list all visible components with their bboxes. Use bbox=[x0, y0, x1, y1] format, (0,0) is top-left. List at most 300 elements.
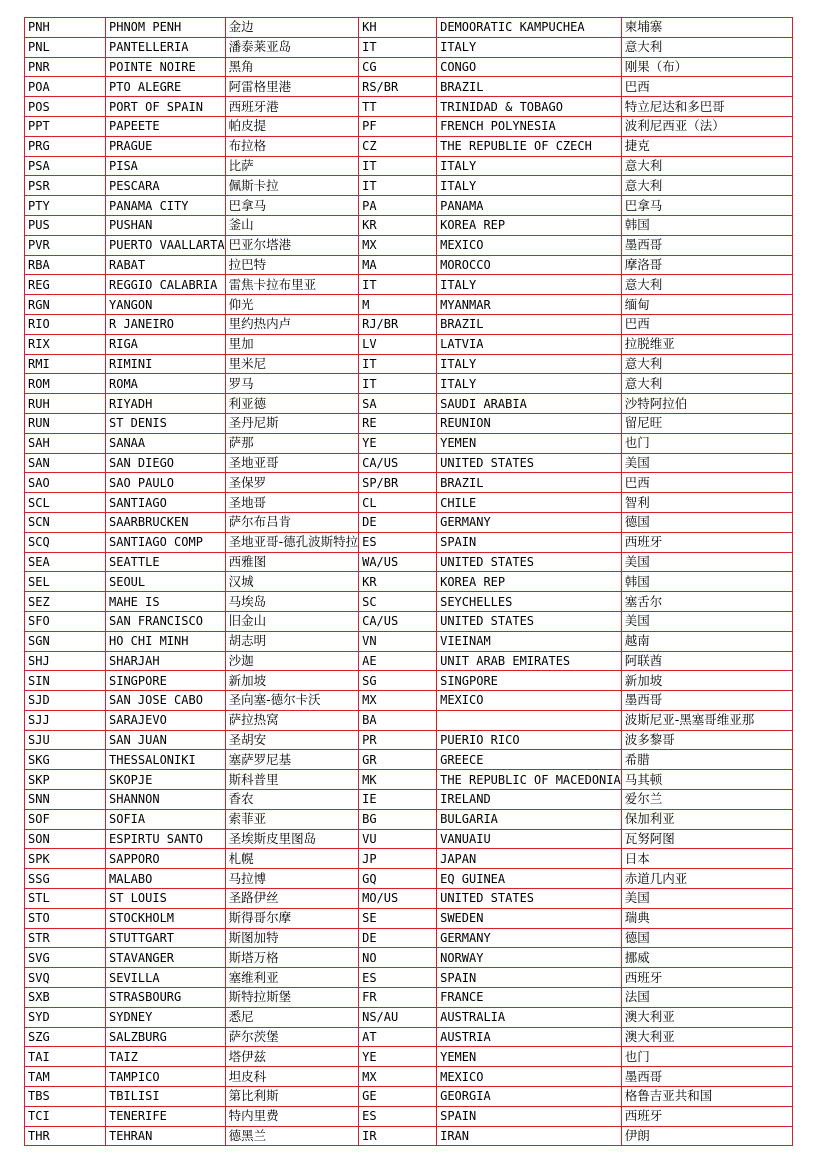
country-name-cell: VANUAIU bbox=[437, 829, 622, 849]
city-name-cell: TAMPICO bbox=[106, 1067, 226, 1087]
country-name-cn-cell: 法国 bbox=[621, 988, 792, 1008]
region-code-cell: IT bbox=[359, 176, 437, 196]
country-name-cell: THE REPUBLIC OF MACEDONIA bbox=[437, 770, 622, 790]
city-name-cell: ST LOUIS bbox=[106, 889, 226, 909]
city-name-cell: RIGA bbox=[106, 334, 226, 354]
country-name-cell: UNITED STATES bbox=[437, 889, 622, 909]
airport-code-cell: SVQ bbox=[25, 968, 106, 988]
region-code-cell: GE bbox=[359, 1087, 437, 1107]
city-name-cell: STRASBOURG bbox=[106, 988, 226, 1008]
airport-code-cell: SNN bbox=[25, 790, 106, 810]
table-body bbox=[25, 18, 793, 1146]
country-name-cell: MEXICO bbox=[437, 691, 622, 711]
country-name-cn-cell: 挪威 bbox=[621, 948, 792, 968]
airport-code-cell: SJU bbox=[25, 730, 106, 750]
table-row bbox=[25, 691, 793, 711]
city-name-cell: PANTELLERIA bbox=[106, 37, 226, 57]
region-code-cell: RJ/BR bbox=[359, 314, 437, 334]
city-name-cn-cell: 罗马 bbox=[225, 374, 359, 394]
airport-code-cell: STL bbox=[25, 889, 106, 909]
table-row bbox=[25, 18, 793, 38]
country-name-cell: GERMANY bbox=[437, 928, 622, 948]
airport-code-cell: SSG bbox=[25, 869, 106, 889]
city-name-cell: SEATTLE bbox=[106, 552, 226, 572]
country-name-cn-cell: 西班牙 bbox=[621, 532, 792, 552]
city-name-cn-cell: 汉城 bbox=[225, 572, 359, 592]
region-code-cell: MK bbox=[359, 770, 437, 790]
table-row bbox=[25, 869, 793, 889]
region-code-cell: BG bbox=[359, 809, 437, 829]
city-name-cell: STAVANGER bbox=[106, 948, 226, 968]
city-name-cell: PAPEETE bbox=[106, 116, 226, 136]
region-code-cell: SA bbox=[359, 394, 437, 414]
airport-code-cell: PNH bbox=[25, 18, 106, 38]
city-name-cell: TEHRAN bbox=[106, 1126, 226, 1146]
city-name-cn-cell: 里加 bbox=[225, 334, 359, 354]
table-row bbox=[25, 255, 793, 275]
country-name-cn-cell: 刚果（布） bbox=[621, 57, 792, 77]
country-name-cell: GEORGIA bbox=[437, 1087, 622, 1107]
region-code-cell: IE bbox=[359, 790, 437, 810]
table-row bbox=[25, 473, 793, 493]
city-name-cn-cell: 里米尼 bbox=[225, 354, 359, 374]
country-name-cn-cell: 意大利 bbox=[621, 275, 792, 295]
country-name-cell: SWEDEN bbox=[437, 908, 622, 928]
airport-code-cell: SEL bbox=[25, 572, 106, 592]
city-name-cn-cell: 圣丹尼斯 bbox=[225, 413, 359, 433]
city-name-cell: SANAA bbox=[106, 433, 226, 453]
airport-code-cell: SCL bbox=[25, 493, 106, 513]
country-name-cell: VIEINAM bbox=[437, 631, 622, 651]
table-row bbox=[25, 928, 793, 948]
city-name-cn-cell: 塔伊兹 bbox=[225, 1047, 359, 1067]
country-name-cn-cell: 意大利 bbox=[621, 354, 792, 374]
city-name-cell: SAO PAULO bbox=[106, 473, 226, 493]
country-name-cell: BRAZIL bbox=[437, 77, 622, 97]
table-row bbox=[25, 730, 793, 750]
table-row bbox=[25, 235, 793, 255]
country-name-cn-cell: 西班牙 bbox=[621, 1106, 792, 1126]
city-name-cell: SARAJEVO bbox=[106, 710, 226, 730]
airport-code-cell: SZG bbox=[25, 1027, 106, 1047]
country-name-cn-cell: 留尼旺 bbox=[621, 413, 792, 433]
city-name-cell: SANTIAGO bbox=[106, 493, 226, 513]
city-name-cell: TENERIFE bbox=[106, 1106, 226, 1126]
region-code-cell: BA bbox=[359, 710, 437, 730]
country-name-cell: MOROCCO bbox=[437, 255, 622, 275]
country-name-cell: MYANMAR bbox=[437, 295, 622, 315]
country-name-cell: TRINIDAD & TOBAGO bbox=[437, 97, 622, 117]
airport-code-cell: PNL bbox=[25, 37, 106, 57]
airport-code-cell: SAN bbox=[25, 453, 106, 473]
country-name-cn-cell: 特立尼达和多巴哥 bbox=[621, 97, 792, 117]
table-row bbox=[25, 354, 793, 374]
country-name-cell: YEMEN bbox=[437, 433, 622, 453]
city-name-cn-cell: 西雅图 bbox=[225, 552, 359, 572]
airport-code-cell: SCQ bbox=[25, 532, 106, 552]
table-row bbox=[25, 453, 793, 473]
city-name-cn-cell: 黑角 bbox=[225, 57, 359, 77]
country-name-cn-cell: 意大利 bbox=[621, 176, 792, 196]
airport-code-cell: PRG bbox=[25, 136, 106, 156]
city-name-cn-cell: 帕皮提 bbox=[225, 116, 359, 136]
city-name-cn-cell: 旧金山 bbox=[225, 611, 359, 631]
table-row bbox=[25, 849, 793, 869]
country-name-cell: GERMANY bbox=[437, 512, 622, 532]
country-name-cn-cell: 韩国 bbox=[621, 572, 792, 592]
airport-code-cell: TBS bbox=[25, 1087, 106, 1107]
table-row bbox=[25, 592, 793, 612]
region-code-cell: GR bbox=[359, 750, 437, 770]
region-code-cell: ES bbox=[359, 968, 437, 988]
city-name-cell: SANTIAGO COMP bbox=[106, 532, 226, 552]
region-code-cell: GQ bbox=[359, 869, 437, 889]
airport-code-cell: RBA bbox=[25, 255, 106, 275]
city-name-cell: STOCKHOLM bbox=[106, 908, 226, 928]
city-name-cell: ST DENIS bbox=[106, 413, 226, 433]
airport-code-cell: POA bbox=[25, 77, 106, 97]
region-code-cell: YE bbox=[359, 433, 437, 453]
country-name-cn-cell: 德国 bbox=[621, 512, 792, 532]
region-code-cell: AT bbox=[359, 1027, 437, 1047]
city-name-cell: PORT OF SPAIN bbox=[106, 97, 226, 117]
country-name-cell: ITALY bbox=[437, 354, 622, 374]
city-name-cn-cell: 札幌 bbox=[225, 849, 359, 869]
airport-code-cell: SEA bbox=[25, 552, 106, 572]
country-name-cell: KOREA REP bbox=[437, 215, 622, 235]
city-name-cn-cell: 特内里费 bbox=[225, 1106, 359, 1126]
city-name-cn-cell: 斯塔万格 bbox=[225, 948, 359, 968]
city-name-cell: PHNOM PENH bbox=[106, 18, 226, 38]
table-row bbox=[25, 1106, 793, 1126]
region-code-cell: PR bbox=[359, 730, 437, 750]
region-code-cell: VN bbox=[359, 631, 437, 651]
country-name-cn-cell: 韩国 bbox=[621, 215, 792, 235]
table-row bbox=[25, 611, 793, 631]
region-code-cell: IT bbox=[359, 275, 437, 295]
city-name-cn-cell: 西班牙港 bbox=[225, 97, 359, 117]
region-code-cell: MX bbox=[359, 235, 437, 255]
city-name-cell: SKOPJE bbox=[106, 770, 226, 790]
country-name-cell: BRAZIL bbox=[437, 473, 622, 493]
airport-code-cell: TAM bbox=[25, 1067, 106, 1087]
region-code-cell: CA/US bbox=[359, 611, 437, 631]
country-name-cell: DEMOORATIC KAMPUCHEA bbox=[437, 18, 622, 38]
country-name-cn-cell: 缅甸 bbox=[621, 295, 792, 315]
airport-code-cell: STR bbox=[25, 928, 106, 948]
city-name-cell: R JANEIRO bbox=[106, 314, 226, 334]
airport-code-cell: RUN bbox=[25, 413, 106, 433]
region-code-cell: IT bbox=[359, 37, 437, 57]
country-name-cn-cell: 意大利 bbox=[621, 37, 792, 57]
table-row bbox=[25, 413, 793, 433]
city-name-cn-cell: 圣地亚哥-德孔波斯特拉 bbox=[225, 532, 359, 552]
country-name-cell: ITALY bbox=[437, 156, 622, 176]
city-name-cell: PUSHAN bbox=[106, 215, 226, 235]
country-name-cell: REUNION bbox=[437, 413, 622, 433]
airport-code-cell: RUH bbox=[25, 394, 106, 414]
city-name-cell: STUTTGART bbox=[106, 928, 226, 948]
country-name-cn-cell: 澳大利亚 bbox=[621, 1027, 792, 1047]
region-code-cell: YE bbox=[359, 1047, 437, 1067]
table-row bbox=[25, 394, 793, 414]
table-row bbox=[25, 1126, 793, 1146]
country-name-cell: ITALY bbox=[437, 176, 622, 196]
country-name-cn-cell: 也门 bbox=[621, 1047, 792, 1067]
country-name-cell: KOREA REP bbox=[437, 572, 622, 592]
city-name-cn-cell: 圣路伊丝 bbox=[225, 889, 359, 909]
country-name-cn-cell: 美国 bbox=[621, 552, 792, 572]
table-row bbox=[25, 1027, 793, 1047]
city-name-cell: SHARJAH bbox=[106, 651, 226, 671]
city-name-cell: SEVILLA bbox=[106, 968, 226, 988]
country-name-cell: IRELAND bbox=[437, 790, 622, 810]
airport-code-cell: POS bbox=[25, 97, 106, 117]
country-name-cell: MEXICO bbox=[437, 1067, 622, 1087]
region-code-cell: PA bbox=[359, 196, 437, 216]
city-name-cn-cell: 新加坡 bbox=[225, 671, 359, 691]
city-name-cell: SAN DIEGO bbox=[106, 453, 226, 473]
city-name-cn-cell: 坦皮科 bbox=[225, 1067, 359, 1087]
airport-code-cell: RGN bbox=[25, 295, 106, 315]
city-name-cell: SEOUL bbox=[106, 572, 226, 592]
country-name-cn-cell: 西班牙 bbox=[621, 968, 792, 988]
country-name-cell: BRAZIL bbox=[437, 314, 622, 334]
country-name-cn-cell: 意大利 bbox=[621, 156, 792, 176]
city-name-cn-cell: 悉尼 bbox=[225, 1007, 359, 1027]
country-name-cell: AUSTRALIA bbox=[437, 1007, 622, 1027]
table-row bbox=[25, 908, 793, 928]
region-code-cell: ES bbox=[359, 1106, 437, 1126]
country-name-cn-cell: 希腊 bbox=[621, 750, 792, 770]
city-name-cn-cell: 塞萨罗尼基 bbox=[225, 750, 359, 770]
city-name-cell: ROMA bbox=[106, 374, 226, 394]
country-name-cn-cell: 新加坡 bbox=[621, 671, 792, 691]
airport-code-table bbox=[24, 17, 793, 1146]
country-name-cn-cell: 瓦努阿图 bbox=[621, 829, 792, 849]
city-name-cell: SHANNON bbox=[106, 790, 226, 810]
city-name-cn-cell: 比萨 bbox=[225, 156, 359, 176]
city-name-cn-cell: 巴拿马 bbox=[225, 196, 359, 216]
table-row bbox=[25, 1047, 793, 1067]
country-name-cell: BULGARIA bbox=[437, 809, 622, 829]
country-name-cn-cell: 瑞典 bbox=[621, 908, 792, 928]
city-name-cn-cell: 圣地哥 bbox=[225, 493, 359, 513]
country-name-cell: SPAIN bbox=[437, 1106, 622, 1126]
country-name-cell: AUSTRIA bbox=[437, 1027, 622, 1047]
country-name-cn-cell: 墨西哥 bbox=[621, 235, 792, 255]
country-name-cn-cell: 塞舌尔 bbox=[621, 592, 792, 612]
city-name-cn-cell: 巴亚尔塔港 bbox=[225, 235, 359, 255]
city-name-cell: TAIZ bbox=[106, 1047, 226, 1067]
region-code-cell: KH bbox=[359, 18, 437, 38]
country-name-cell: NORWAY bbox=[437, 948, 622, 968]
region-code-cell: AE bbox=[359, 651, 437, 671]
city-name-cell: PTO ALEGRE bbox=[106, 77, 226, 97]
table-row bbox=[25, 1067, 793, 1087]
country-name-cell: UNITED STATES bbox=[437, 611, 622, 631]
region-code-cell: CG bbox=[359, 57, 437, 77]
table-row bbox=[25, 968, 793, 988]
city-name-cn-cell: 塞维利亚 bbox=[225, 968, 359, 988]
city-name-cell: SAARBRUCKEN bbox=[106, 512, 226, 532]
region-code-cell: CL bbox=[359, 493, 437, 513]
table-row bbox=[25, 196, 793, 216]
country-name-cell: ITALY bbox=[437, 37, 622, 57]
table-row bbox=[25, 37, 793, 57]
region-code-cell: MA bbox=[359, 255, 437, 275]
city-name-cell: RIMINI bbox=[106, 354, 226, 374]
airport-code-cell: PSA bbox=[25, 156, 106, 176]
city-name-cn-cell: 利亚德 bbox=[225, 394, 359, 414]
table-row bbox=[25, 215, 793, 235]
city-name-cell: RIYADH bbox=[106, 394, 226, 414]
city-name-cn-cell: 布拉格 bbox=[225, 136, 359, 156]
city-name-cell: SOFIA bbox=[106, 809, 226, 829]
country-name-cell: PANAMA bbox=[437, 196, 622, 216]
country-name-cn-cell: 赤道几内亚 bbox=[621, 869, 792, 889]
airport-code-cell: RIO bbox=[25, 314, 106, 334]
country-name-cell: EQ GUINEA bbox=[437, 869, 622, 889]
city-name-cell: SAN FRANCISCO bbox=[106, 611, 226, 631]
country-name-cn-cell: 智利 bbox=[621, 493, 792, 513]
region-code-cell: IR bbox=[359, 1126, 437, 1146]
airport-code-cell: SJD bbox=[25, 691, 106, 711]
country-name-cn-cell: 巴西 bbox=[621, 77, 792, 97]
airport-code-cell: SAO bbox=[25, 473, 106, 493]
city-name-cell: SYDNEY bbox=[106, 1007, 226, 1027]
city-name-cell: REGGIO CALABRIA bbox=[106, 275, 226, 295]
city-name-cell: POINTE NOIRE bbox=[106, 57, 226, 77]
country-name-cn-cell: 美国 bbox=[621, 611, 792, 631]
city-name-cell: PESCARA bbox=[106, 176, 226, 196]
country-name-cell: SAUDI ARABIA bbox=[437, 394, 622, 414]
country-name-cn-cell: 摩洛哥 bbox=[621, 255, 792, 275]
city-name-cell: PRAGUE bbox=[106, 136, 226, 156]
airport-code-cell: SCN bbox=[25, 512, 106, 532]
country-name-cell: ITALY bbox=[437, 374, 622, 394]
country-name-cn-cell: 巴西 bbox=[621, 473, 792, 493]
airport-code-cell: PPT bbox=[25, 116, 106, 136]
airport-code-cell: PTY bbox=[25, 196, 106, 216]
airport-code-cell: SON bbox=[25, 829, 106, 849]
airport-code-cell: SOF bbox=[25, 809, 106, 829]
table-row bbox=[25, 275, 793, 295]
table-row bbox=[25, 77, 793, 97]
city-name-cell: RABAT bbox=[106, 255, 226, 275]
country-name-cell: ITALY bbox=[437, 275, 622, 295]
city-name-cell: MAHE IS bbox=[106, 592, 226, 612]
airport-code-cell: TCI bbox=[25, 1106, 106, 1126]
region-code-cell: CA/US bbox=[359, 453, 437, 473]
airport-code-cell: TAI bbox=[25, 1047, 106, 1067]
city-name-cn-cell: 斯特拉斯堡 bbox=[225, 988, 359, 1008]
city-name-cn-cell: 胡志明 bbox=[225, 631, 359, 651]
country-name-cn-cell: 爱尔兰 bbox=[621, 790, 792, 810]
airport-code-cell: ROM bbox=[25, 374, 106, 394]
table-row bbox=[25, 572, 793, 592]
city-name-cell: SALZBURG bbox=[106, 1027, 226, 1047]
region-code-cell: DE bbox=[359, 928, 437, 948]
table-row bbox=[25, 710, 793, 730]
airport-code-cell: SEZ bbox=[25, 592, 106, 612]
country-name-cn-cell: 柬埔寨 bbox=[621, 18, 792, 38]
country-name-cn-cell: 澳大利亚 bbox=[621, 1007, 792, 1027]
region-code-cell: FR bbox=[359, 988, 437, 1008]
city-name-cell: TBILISI bbox=[106, 1087, 226, 1107]
city-name-cn-cell: 德黑兰 bbox=[225, 1126, 359, 1146]
airport-code-cell: RMI bbox=[25, 354, 106, 374]
region-code-cell: DE bbox=[359, 512, 437, 532]
table-row bbox=[25, 750, 793, 770]
city-name-cn-cell: 圣地亚哥 bbox=[225, 453, 359, 473]
region-code-cell: SG bbox=[359, 671, 437, 691]
country-name-cn-cell: 捷克 bbox=[621, 136, 792, 156]
airport-code-cell: RIX bbox=[25, 334, 106, 354]
region-code-cell: MO/US bbox=[359, 889, 437, 909]
country-name-cell: LATVIA bbox=[437, 334, 622, 354]
city-name-cell: SAN JOSE CABO bbox=[106, 691, 226, 711]
city-name-cn-cell: 里约热内卢 bbox=[225, 314, 359, 334]
country-name-cn-cell: 墨西哥 bbox=[621, 691, 792, 711]
country-name-cell: SEYCHELLES bbox=[437, 592, 622, 612]
city-name-cn-cell: 阿雷格里港 bbox=[225, 77, 359, 97]
city-name-cn-cell: 金边 bbox=[225, 18, 359, 38]
city-name-cn-cell: 斯科普里 bbox=[225, 770, 359, 790]
airport-code-cell: THR bbox=[25, 1126, 106, 1146]
table-row bbox=[25, 512, 793, 532]
city-name-cn-cell: 圣胡安 bbox=[225, 730, 359, 750]
airport-code-cell: STO bbox=[25, 908, 106, 928]
city-name-cn-cell: 佩斯卡拉 bbox=[225, 176, 359, 196]
city-name-cn-cell: 拉巴特 bbox=[225, 255, 359, 275]
city-name-cn-cell: 雷焦卡拉布里亚 bbox=[225, 275, 359, 295]
region-code-cell: M bbox=[359, 295, 437, 315]
country-name-cn-cell: 美国 bbox=[621, 889, 792, 909]
region-code-cell: VU bbox=[359, 829, 437, 849]
country-name-cn-cell: 保加利亚 bbox=[621, 809, 792, 829]
city-name-cell: YANGON bbox=[106, 295, 226, 315]
country-name-cn-cell: 格鲁吉亚共和国 bbox=[621, 1087, 792, 1107]
table-row bbox=[25, 948, 793, 968]
country-name-cn-cell: 阿联酋 bbox=[621, 651, 792, 671]
table-row bbox=[25, 156, 793, 176]
country-name-cell: SPAIN bbox=[437, 968, 622, 988]
airport-code-cell: SKP bbox=[25, 770, 106, 790]
country-name-cell: IRAN bbox=[437, 1126, 622, 1146]
country-name-cell: CONGO bbox=[437, 57, 622, 77]
country-name-cell: YEMEN bbox=[437, 1047, 622, 1067]
country-name-cn-cell: 意大利 bbox=[621, 374, 792, 394]
country-name-cell bbox=[437, 710, 622, 730]
table-row bbox=[25, 651, 793, 671]
country-name-cn-cell: 美国 bbox=[621, 453, 792, 473]
region-code-cell: WA/US bbox=[359, 552, 437, 572]
city-name-cell: MALABO bbox=[106, 869, 226, 889]
country-name-cell: UNITED STATES bbox=[437, 453, 622, 473]
region-code-cell: SP/BR bbox=[359, 473, 437, 493]
table-row bbox=[25, 136, 793, 156]
table-row bbox=[25, 829, 793, 849]
region-code-cell: IT bbox=[359, 354, 437, 374]
country-name-cell: GREECE bbox=[437, 750, 622, 770]
city-name-cn-cell: 香农 bbox=[225, 790, 359, 810]
city-name-cn-cell: 萨尔布吕肯 bbox=[225, 512, 359, 532]
country-name-cn-cell: 拉脱维亚 bbox=[621, 334, 792, 354]
table-row bbox=[25, 889, 793, 909]
country-name-cn-cell: 日本 bbox=[621, 849, 792, 869]
country-name-cn-cell: 伊朗 bbox=[621, 1126, 792, 1146]
